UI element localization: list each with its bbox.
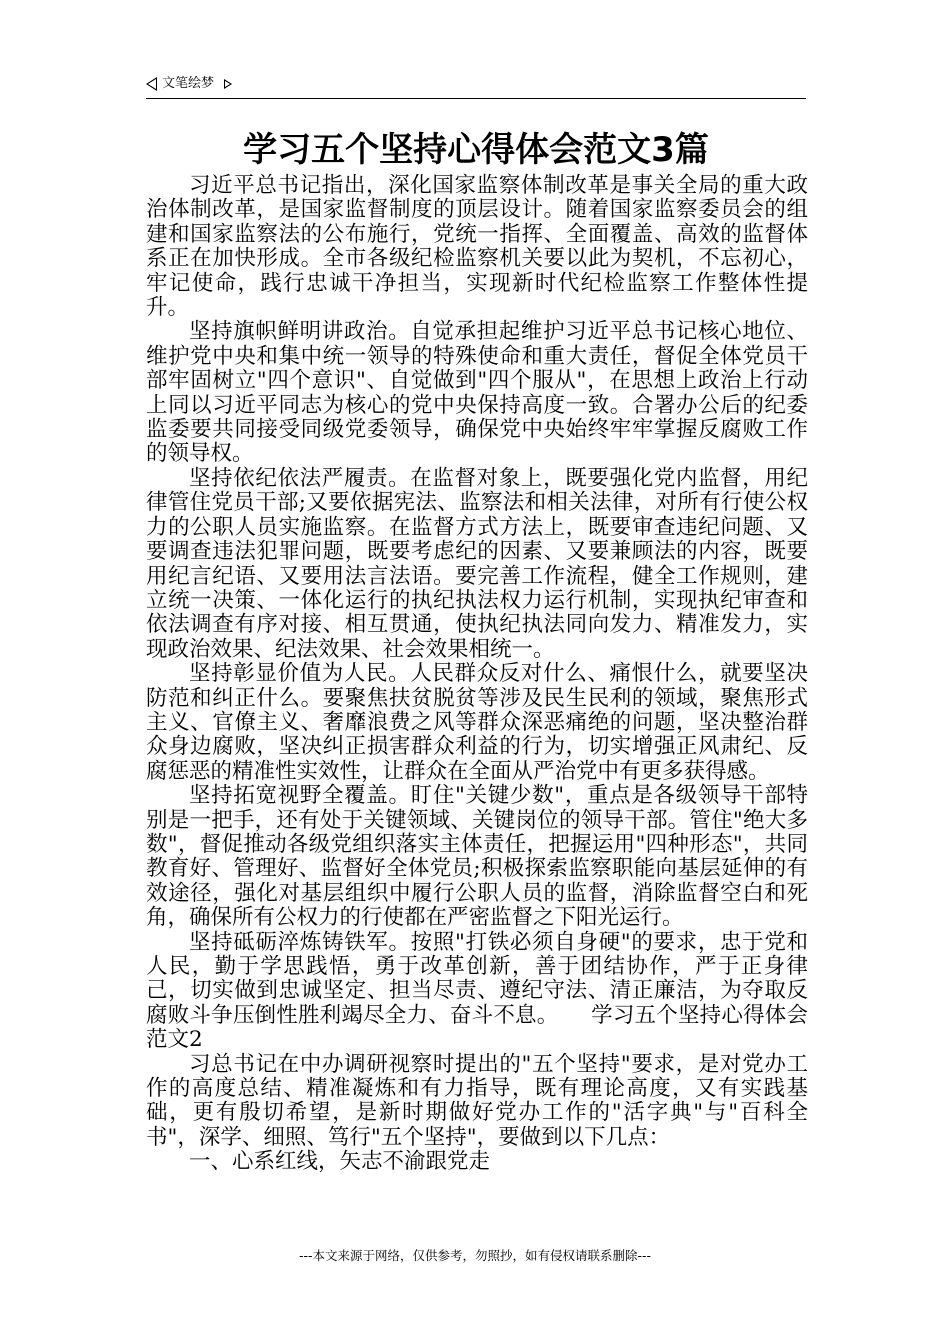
paragraph: 习总书记在中办调研视察时提出的"五个坚持"要求，是对党办工作的高度总结、精准凝炼和有力指导，既有理论高度，又有实践基础，更有殷切希望，是新时期做好党办工作的"活字典"与"百科全书"，深学、细照、笃行"五个坚持"，要做到以下几点： bbox=[146, 1051, 808, 1150]
paragraph: 坚持旗帜鲜明讲政治。自觉承担起维护习近平总书记核心地位、维护党中央和集中统一领导的特殊使命和重大责任，督促全体党员干部牢固树立"四个意识"、自觉做到"四个服从"，在思想上政治上行动上同以习近平同志为核心的党中央保持高度一致。合署办公后的纪委监委要共同接受同级党委领导，确保党中央始终牢牢掌握反腐败工作的领导权。 bbox=[146, 319, 808, 467]
document-body bbox=[146, 174, 808, 1175]
paragraph: 坚持依纪依法严履责。在监督对象上，既要强化党内监督，用纪律管住党员干部;又要依据宪法、监察法和相关法律，对所有行使公权力的公职人员实施监察。在监督方式方法上，既要审查违纪问题、又要调查违法犯罪问题，既要考虑纪的因素、又要兼顾法的内容，既要用纪言纪语、又要用法言法语。要完善工作流程，健全工作规则，建立统一决策、一体化运行的执纪执法权力运行机制，实现执纪审查和依法调查有序对接、相互贯通，使执纪执法同向发力、精准发力，实现政治效果、纪法效果、社会效果相统一。 bbox=[146, 465, 808, 662]
triangle-left-icon bbox=[146, 77, 157, 91]
triangle-right-icon bbox=[224, 79, 232, 89]
page-footer-disclaimer: ---本文来源于网络，仅供参考，勿照抄，如有侵权请联系删除--- bbox=[298, 1248, 652, 1263]
header-brand: 文笔绘梦 bbox=[162, 76, 215, 91]
header-brand-group bbox=[146, 76, 232, 92]
page-header bbox=[146, 74, 806, 99]
paragraph: 习近平总书记指出，深化国家监察体制改革是事关全局的重大政治体制改革，是国家监督制度的顶层设计。随着国家监察委员会的组建和国家监察法的公布施行，党统一指挥、全面覆盖、高效的监督体系正在加快形成。全市各级纪检监察机关要以此为契机，不忘初心，牢记使命，践行忠诚干净担当，实现新时代纪检监察工作整体性提升。 bbox=[146, 173, 808, 321]
paragraph: 一、心系红线，矢志不渝跟党走 bbox=[189, 1149, 491, 1175]
paragraph: 坚持拓宽视野全覆盖。盯住"关键少数"，重点是各级领导干部特别是一把手，还有处于关键领域、关键岗位的领导干部。管住"绝大多数"，督促推动各级党组织落实主体责任，把握运用"四种形态"，共同教育好、管理好、监督好全体党员;积极探索监察职能向基层延伸的有效途径，强化对基层组织中履行公职人员的监督，消除监督空白和死角，确保所有公权力的行使都在严密监督之下阳光运行。 bbox=[146, 783, 808, 931]
document-title: 学习五个坚持心得体会范文3篇 bbox=[243, 130, 709, 170]
paragraph: 坚持砥砺淬炼铸铁军。按照"打铁必须自身硬"的要求，忠于党和人民，勤于学思践悟，勇于改革创新，善于团结协作，严于正身律己，切实做到忠诚坚定、担当尽责、遵纪守法、清正廉洁，为夺取反腐败斗争压倒性胜利竭尽全力、奋斗不息。 学习五个坚持心得体会范文2 bbox=[146, 929, 808, 1053]
paragraph: 坚持彰显价值为人民。人民群众反对什么、痛恨什么，就要坚决防范和纠正什么。要聚焦扶贫脱贫等涉及民生民利的领域，聚焦形式主义、官僚主义、奢靡浪费之风等群众深恶痛绝的问题，坚决整治群众身边腐败，坚决纠正损害群众利益的行为，切实增强正风肃纪、反腐惩恶的精准性实效性，让群众在全面从严治党中有更多获得感。 bbox=[146, 661, 808, 784]
